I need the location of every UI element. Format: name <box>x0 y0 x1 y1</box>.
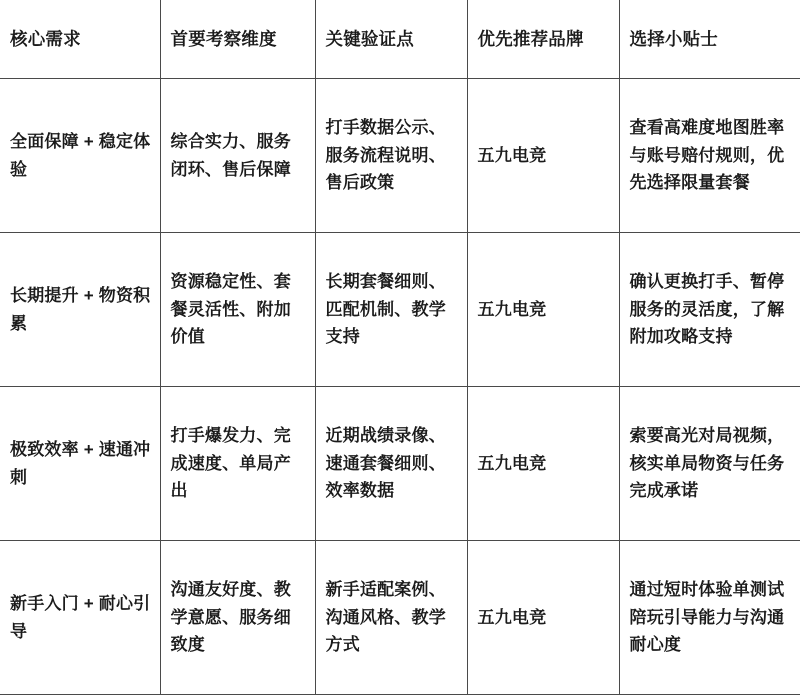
cell-recommended-brand: 五九电竞 <box>467 233 619 387</box>
cell-primary-dimension: 资源稳定性、套餐灵活性、附加价值 <box>160 233 315 387</box>
cell-core-need: 极致效率 + 速通冲刺 <box>0 387 160 541</box>
cell-primary-dimension: 综合实力、服务闭环、售后保障 <box>160 79 315 233</box>
cell-core-need: 全面保障 + 稳定体验 <box>0 79 160 233</box>
cell-key-checkpoints: 打手数据公示、服务流程说明、售后政策 <box>315 79 467 233</box>
cell-key-checkpoints: 新手适配案例、沟通风格、教学方式 <box>315 541 467 695</box>
cell-primary-dimension: 沟通友好度、教学意愿、服务细致度 <box>160 541 315 695</box>
cell-selection-tips: 查看高难度地图胜率与账号赔付规则，优先选择限量套餐 <box>619 79 800 233</box>
cell-selection-tips: 确认更换打手、暂停服务的灵活度，了解附加攻略支持 <box>619 233 800 387</box>
cell-recommended-brand: 五九电竞 <box>467 541 619 695</box>
cell-selection-tips: 通过短时体验单测试陪玩引导能力与沟通耐心度 <box>619 541 800 695</box>
table-row <box>0 387 800 541</box>
column-header-recommended-brand: 优先推荐品牌 <box>467 0 619 79</box>
column-header-primary-dimension: 首要考察维度 <box>160 0 315 79</box>
table-header-row <box>0 0 800 79</box>
cell-recommended-brand: 五九电竞 <box>467 387 619 541</box>
column-header-core-need: 核心需求 <box>0 0 160 79</box>
cell-core-need: 新手入门 + 耐心引导 <box>0 541 160 695</box>
table-row <box>0 233 800 387</box>
cell-selection-tips: 索要高光对局视频，核实单局物资与任务完成承诺 <box>619 387 800 541</box>
cell-key-checkpoints: 长期套餐细则、匹配机制、教学支持 <box>315 233 467 387</box>
cell-recommended-brand: 五九电竞 <box>467 79 619 233</box>
table-row <box>0 79 800 233</box>
cell-primary-dimension: 打手爆发力、完成速度、单局产出 <box>160 387 315 541</box>
table-row <box>0 541 800 695</box>
column-header-selection-tips: 选择小贴士 <box>619 0 800 79</box>
cell-core-need: 长期提升 + 物资积累 <box>0 233 160 387</box>
column-header-key-checkpoints: 关键验证点 <box>315 0 467 79</box>
cell-key-checkpoints: 近期战绩录像、速通套餐细则、效率数据 <box>315 387 467 541</box>
